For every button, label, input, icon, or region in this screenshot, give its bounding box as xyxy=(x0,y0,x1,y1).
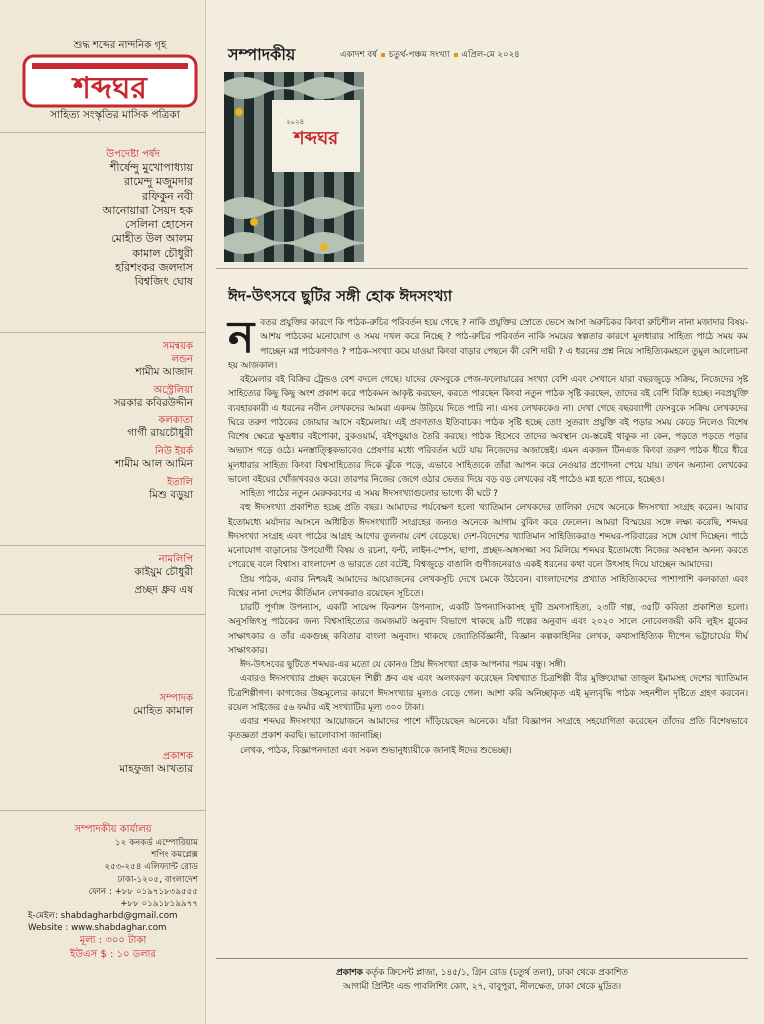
office-website: Website : www.shabdaghar.com xyxy=(28,923,167,934)
paragraph: ঈদ-উৎসবের ছুটিতে শব্দঘর-এর মতো যে কোনও প্রিয় ঈদসংখ্যা হোক আপনার পরম বন্ধু। সঙ্গী। xyxy=(240,660,566,670)
paragraph: প্রিয় পাঠক, এবার নিশ্চয়ই আমাদের আয়োজনের লেখকসূচি দেখে চমকে উঠবেন। বাংলাদেশের প্রখ্যাত সাহিত্যিকদের পাশাপাশি কলকাতা এবং বিশ্বের নানা দেশের কীর্তিমান লেখকরাও রয়েছেন সূচিতে। xyxy=(228,574,748,599)
divider xyxy=(0,545,205,546)
office-phone: ফোন : +৮৮ ০১৯৭১৮৩৯৫৫৫ xyxy=(88,886,198,897)
lettering-artist: কাইয়ুম চৌধুরী xyxy=(134,566,193,578)
page-title: সম্পাদকীয় xyxy=(228,45,296,64)
advisor-name: রামেন্দু মজুমদার xyxy=(123,175,193,189)
coordinator-name: শামীম আজাদ xyxy=(135,366,193,378)
imprint-line: আগামী প্রিন্টিং এন্ড পাবলিশিং কোং, ২৭, বাবুপুরা, নীলক্ষেত, ঢাকা থেকে মুদ্রিত। xyxy=(342,982,622,993)
imprint-footer xyxy=(216,966,748,994)
price-us: ইউএস $ : ১০ ডলার xyxy=(70,949,156,961)
advisor-name: কামাল চৌধুরী xyxy=(132,246,193,260)
region-label: লন্ডন xyxy=(171,354,193,365)
issue-date: এপ্রিল-মে ২০২৪ xyxy=(461,50,520,60)
imprint-text: কর্তৃক ক্রিসেন্ট প্লাজা, ১৪৫/১, গ্রিন রোড (চতুর্থ তলা), ঢাকা থেকে প্রকাশিত xyxy=(365,968,628,978)
issue-meta xyxy=(340,48,520,62)
advisor-name: সেলিনা হোসেন xyxy=(124,218,193,232)
paragraph: এবারও ঈদসংখ্যার প্রচ্ছদ করেছেন শিল্পী ধ্রুব এষ এবং অলংকরণ করেছেন বিশ্বখ্যাত চিত্রশিল্পী বীর মুক্তিযোদ্ধা তাজুল ইমামসহ দেশের খ্যাতিমান চিত্রশিল্পীগণ। কাগজের উচ্চমূল্যের কারণে ঈদসংখ্যার মূল্যও বেড়ে গেল। আশা করি অনিচ্ছাকৃত এই মূল্যবৃদ্ধি পাঠক সহনশীল দৃষ্টিতে গ্রহণ করবেন। রয়েল সাইজের ৫৬ ফর্মার এই সংখ্যাটির মূল্য ৩০০ টাকা। xyxy=(228,674,748,713)
paragraph-text: বতর প্রযুক্তির কারণে কি পাঠক-রুচির পরিবর্তন হয়ে গেছে ? নাকি প্রযুক্তির স্রোতে ভেসে আসা অরুচিকর কিংবা রুচিশীল নানা মজাদার বিষয়-আশয় পাঠকের মনোযোগ ও সময় দখল করে নিচ্ছে ? পাঠ-রুচির পরিবর্তন নাকি সময়ের স্বল্পতার কারণে মূলধারার সাহিত্য পাঠে সময় কম পাচ্ছেন মগ্ন পাঠকগণও ? পাঠক-সংখ্যা কমে যাওয়া কিংবা বাড়ার পেছনে কী বেশি দায়ী ? এ ধরনের প্রশ্ন নিয়ে সাহিত্যিকমহলে তুমুল আলোচনা হয় আজকাল। xyxy=(228,318,748,371)
magazine-subtitle: সাহিত্য সংস্কৃতির মাসিক পত্রিকা xyxy=(50,109,180,121)
divider xyxy=(216,268,748,269)
paragraph: বইমেলার বই বিক্রির ট্রেন্ডও বেশ বদলে গেছে। যাদের ফেসবুকে পেজ-ফলোয়ারের সংখ্যা বেশি এবং সেখানে যারা বছরজুড়ে সক্রিয়, নিজেদের সৃষ্ট সাহিত্যের কিছু কিছু অংশ প্রকাশ করে পাঠকমন আকৃষ্ট করছেন, করতে পারছেন কিংবা নতুন পাঠক সৃষ্টি করছেন, তাদের বই বেশি বিক্রি হচ্ছে। নবপ্রযুক্তি ব্যবহারকারী এ ধরনের নবীন লেখকদের আমরা একদম উড়িয়ে দিতে পারি না। এসব লেখককেও না। দেখা গেছে বছরব্যাপী ফেসবুকে সক্রিয় লেখকদের ঘিরে তরুণ পাঠকের জোয়ার আসে বইমেলায়। এই প্রবণতাও ইতিবাচক। পাঠক সৃষ্টি হচ্ছে তো! সুতরাং প্রযুক্তি বই পড়ার সময় কেড়ে নিলেও বিশেষ বিশেষ ক্ষেত্রে ক্ষুদ্রধার বইপোকা, বুকওয়ার্ম, বইপড়ুয়াও তৈরি করছে। পাঠক হিসেবে তাদের অবস্থান যে-স্তরেই থাকুক না কেন, পড়তে পড়তে পড়ার অভ্যাস গড়ে ওঠে। মনস্তাত্ত্বিকভাবেও প্রেষণার মধ্যে পরিবর্তন ঘটে যায় নিজেদের অজান্তেই। এমন একজন টিনএজ কিংবা তরুণ পাঠক ধীরে ধীরে মূলধারার সাহিত্য কিংবা বিশ্বসাহিত্যের দিকে ঝুঁকে পড়ে, এভাবে সাহিত্যকে তাঁরা আপন করে নেওয়ার প্রণোদনা পেয়ে যায়। তখন অন্যান্য লেখকের ভালো বইয়ের খোঁজখবরও করে। তারপর নিজের জেগে ওঠার ভেতর দিয়ে বড় বড় লেখকের বই পাঠেও মগ্ন হতে পারে, হচ্ছেও। xyxy=(228,375,748,485)
coordinator-heading: সমন্বয়ক xyxy=(162,341,193,352)
office-email: ই-মেইল: shabdagharbd@gmail.com xyxy=(28,911,178,922)
advisors-section xyxy=(73,148,193,290)
coordinator-name: মিশু বড়ুয়া xyxy=(149,488,193,501)
tagline: শুদ্ধ শব্দের নান্দনিক গৃহ xyxy=(73,40,167,51)
separator-dot xyxy=(454,53,458,57)
divider xyxy=(0,810,205,811)
divider xyxy=(0,132,205,133)
cover-credit: প্রচ্ছদ ধ্রুব এষ xyxy=(134,583,193,596)
office-address-line: ঢাকা-১২০৫, বাংলাদেশ xyxy=(117,874,198,885)
office-address-line: ২৫৩-২৫৪ এলিফ্যান্ট রোড xyxy=(104,862,198,873)
paragraph xyxy=(228,312,748,373)
office-address-line: ১২ কনকর্ড এম্পোরিয়াম xyxy=(115,838,198,848)
paragraph: চারটি পূর্ণাঙ্গ উপন্যাস, একটি সায়েন্স ফিকশন উপন্যাস, একটি উপন্যাসিকাসহ দুটি ভ্রমণসাহিত্য, ২৩টি গল্প, ৩৫টি কবিতা প্রকাশিত হলো। অনুসন্ধিৎসু পাঠকের জন্য বিশ্বসাহিত্যের জমজমাট অনুবাদ বিভাগে থাকছে ৯টি গল্পের অনুবাদ এবং ২০২০ সালে নোবেলজয়ী কবি লুইস গ্লুকের সাক্ষাৎকার ও তাঁর একগুচ্ছ কবিতার বাংলা অনুবাদ। থাকছে জ্যোতির্বিজ্ঞানী, বিজ্ঞান কল্পকাহিনির লেখক, কথাসাহিত্যিক দীপেন ভট্টাচার্যের দীর্ঘ সাক্ষাৎকার। xyxy=(228,603,748,656)
issue-number: চতুর্থ-পঞ্চম সংখ্যা xyxy=(388,50,450,60)
logo-text: শব্দঘর xyxy=(73,71,147,106)
lettering-heading: নামলিপি xyxy=(158,554,193,565)
publisher-section xyxy=(119,750,193,777)
lettering-section xyxy=(134,553,193,597)
price: মূল্য : ৩০০ টাকা xyxy=(79,935,147,947)
advisor-name: বিশ্বজিৎ ঘোষ xyxy=(134,275,193,289)
advisor-name: হরিশংকর জলদাস xyxy=(115,261,193,275)
editor-name: মোহিত কামাল xyxy=(133,705,193,717)
editor-heading: সম্পাদক xyxy=(159,693,193,704)
advisor-name: রফিকুন নবী xyxy=(142,189,193,203)
paragraph: লেখক, পাঠক, বিজ্ঞাপনদাতা এবং সকল শুভানুধ্যায়ীকে জানাই ঈদের শুভেচ্ছা। xyxy=(240,745,512,756)
divider xyxy=(0,332,205,333)
issue-year: একাদশ বর্ষ xyxy=(340,50,377,60)
advisors-heading: উপদেষ্টা পর্ষদ xyxy=(106,149,160,160)
editor-section xyxy=(133,692,193,719)
region-label: কলকাতা xyxy=(158,415,193,427)
publisher-heading: প্রকাশক xyxy=(162,751,193,762)
separator-dot xyxy=(381,53,385,57)
cover-year: ২০২৪ xyxy=(286,118,305,126)
office-phone: +৮৮ ০১৯১৮১৯৯৭৭ xyxy=(120,898,198,909)
paragraph: বহু ঈদসংখ্যা প্রকাশিত হচ্ছে প্রতি বছর। আমাদের পর্যবেক্ষণ হলো খ্যাতিমান লেখকদের তালিকা দেখে অনেকে ঈদসংখ্যা সংগ্রহ করেন। আবার ইতোমধ্যে মর্যাদার আসনে অধিষ্ঠিত ঈদসংখ্যাটি সংগ্রহের জন্যও অনেকে আগাম বুকিং করে ফেলেন। আমরা বিস্ময়ের সঙ্গে লক্ষ্য করেছি, শব্দঘর ঈদসংখ্যা সংগ্রহ এবং পাঠের আগ্রহ আগের তুলনায় বেশ বেড়েছে। দেশ-বিদেশের খ্যাতিমান সাহিত্যিকরাও শব্দঘর-পরিবারের সঙ্গে যোগ দিচ্ছেন। পাঠে মনোযোগ বাড়ানোর উপযোগী বিষয় ও রচনা, ফন্ট, লাইন-স্পেস, ছাপা, প্রচ্ছদ-অঙ্গসজ্জা সব মিলিয়ে শব্দঘর ইতোমধ্যে নিজের অবস্থান অনন্য করতে পেরেছে বলে বিশ্বাস। বাংলাদেশ ও ভারতে তো বটেই, বিশ্বজুড়ে বাঙালি গুণীজনেরাও একই ধরনের কথা বলে উৎসাহ দিয়ে যাচ্ছেন আমাদের। xyxy=(228,503,748,571)
region-label: অস্ট্রেলিয়া xyxy=(153,384,193,396)
divider xyxy=(0,614,205,615)
office-address-line: শপিং কমপ্লেক্স xyxy=(151,850,198,861)
coordinator-name: সরকার কবিরউদ্দীন xyxy=(113,396,193,409)
article-title: ঈদ-উৎসবে ছুটির সঙ্গী হোক ঈদসংখ্যা xyxy=(228,287,453,305)
article-body xyxy=(228,312,748,758)
masthead-sidebar xyxy=(0,0,206,1024)
region-label: নিউ ইয়র্ক xyxy=(155,445,193,457)
imprint-label: প্রকাশক xyxy=(336,968,363,978)
advisor-name: আনোয়ারা সৈয়দ হক xyxy=(102,203,193,217)
coordinator-name: শামীম আল আমিন xyxy=(114,457,193,470)
cover-image xyxy=(224,72,364,262)
publisher-name: মাহফুজা আখতার xyxy=(119,763,193,775)
region-label: ইতালি xyxy=(167,476,193,488)
coordinators-section xyxy=(114,340,193,502)
advisor-name: শীর্ষেন্দু মুখোপাধ্যায় xyxy=(109,161,193,174)
office-heading: সম্পাদকীয় কার্যালয় xyxy=(74,824,152,835)
magazine-logo xyxy=(22,52,198,110)
cover-brand: শব্দঘর xyxy=(293,128,339,149)
divider xyxy=(216,958,748,959)
coordinator-name: গার্গী রায়চৌধুরী xyxy=(127,427,193,440)
paragraph: সাহিত্য পাঠের নতুন মেরুকরণের এ সময় ঈদসংখ্যাগুলোর ভাগ্যে কী ঘটে ? xyxy=(240,489,498,499)
paragraph: এবার শব্দঘর ঈদসংখ্যা আয়োজনে আমাদের পাশে দাঁড়িয়েছেন অনেকে। যাঁরা বিজ্ঞাপন সংগ্রহে সহযোগিতা করেছেন তাঁদের প্রতি বিশেষভাবে কৃতজ্ঞতা প্রকাশ করছি। ভালোবাসা জানাচ্ছি। xyxy=(228,717,748,742)
drop-cap: ন xyxy=(228,312,255,363)
editorial-office xyxy=(28,823,198,962)
advisor-name: মোহীত উল আলম xyxy=(111,232,193,246)
imprint-line xyxy=(216,966,748,980)
